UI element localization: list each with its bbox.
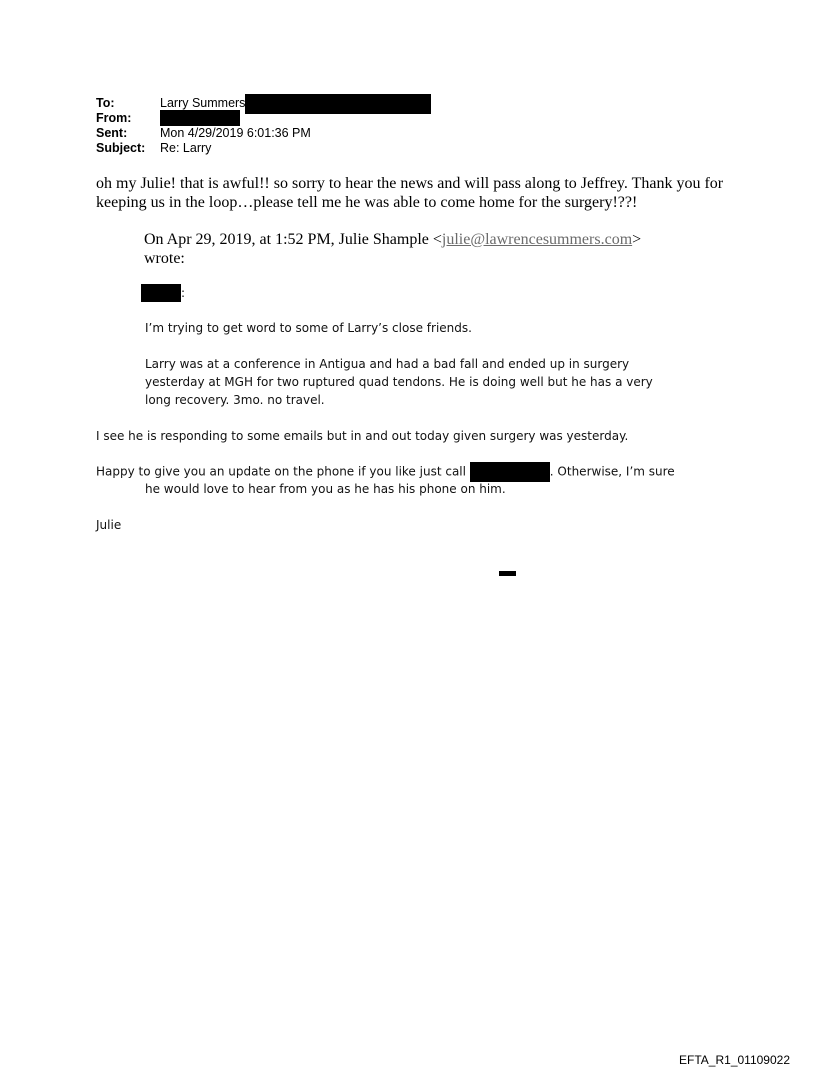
quoted-text: Happy to give you an update on the phone if you like just call <box>96 464 466 479</box>
quoted-line: he would love to hear from you as he has his phone on him. <box>145 482 506 496</box>
quoted-intro-prefix: On Apr 29, 2019, at 1:52 PM, Julie Shample < <box>144 231 442 248</box>
sent-value: Mon 4/29/2019 6:01:36 PM <box>160 126 311 140</box>
to-label: To: <box>96 96 115 110</box>
redaction-box <box>245 94 431 114</box>
redaction-box <box>470 462 550 482</box>
salutation-colon: : <box>181 286 186 300</box>
from-value <box>160 111 240 126</box>
quoted-line: long recovery. 3mo. no travel. <box>145 393 325 407</box>
quoted-intro <box>144 230 664 268</box>
quoted-text: . Otherwise, I’m sure <box>549 464 675 479</box>
redaction-mark <box>499 571 516 576</box>
redaction-box <box>160 110 240 126</box>
subject-value: Re: Larry <box>160 141 212 155</box>
redaction-box <box>141 284 181 302</box>
reply-body: oh my Julie! that is awful!! so sorry to hear the news and will pass along to Jeffrey. Thank you for keeping us in the loop…please tell me he was able to come home for the surgery!??! <box>96 175 724 211</box>
quoted-intro-suffix: > <box>632 231 642 248</box>
from-label: From: <box>96 111 132 125</box>
quoted-paragraph: I see he is responding to some emails but in and out today given surgery was yesterday. <box>96 429 629 443</box>
quoted-paragraph <box>96 462 675 482</box>
quoted-wrote: wrote: <box>144 250 185 267</box>
salutation <box>141 284 185 302</box>
quoted-paragraph <box>145 355 653 409</box>
document-id: EFTA_R1_01109022 <box>679 1053 790 1067</box>
sender-email-link[interactable]: julie@lawrencesummers.com <box>441 231 633 248</box>
sent-label: Sent: <box>96 126 128 140</box>
to-name: Larry Summers <box>160 96 246 110</box>
signoff: Julie <box>96 518 122 532</box>
quoted-line: yesterday at MGH for two ruptured quad tendons. He is doing well but he has a very <box>145 375 653 389</box>
subject-label: Subject: <box>96 141 146 155</box>
quoted-line: Larry was at a conference in Antigua and had a bad fall and ended up in surgery <box>145 357 630 371</box>
quoted-paragraph: I’m trying to get word to some of Larry’s close friends. <box>145 321 472 335</box>
